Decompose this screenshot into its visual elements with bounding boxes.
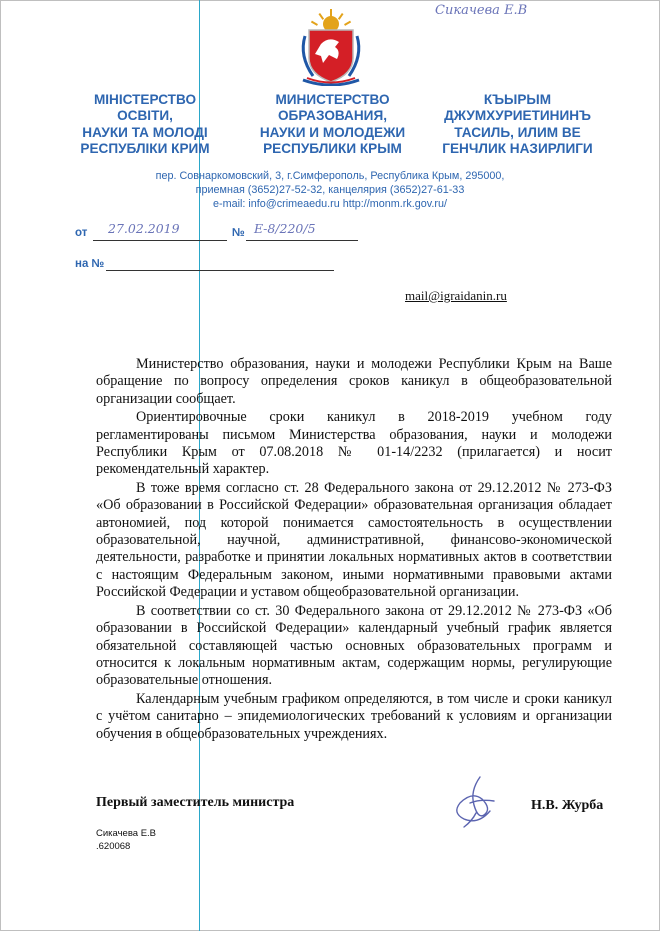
org-line: РЕСПУБЛІКИ КРИМ [80,140,210,156]
body-paragraph: В соответствии со ст. 30 Федерального закона от 29.12.2012 № 273-ФЗ «Об образовании в Российской Федерации» календарный учебный график является обязательной составляющей частью основных образовательных программ и относится к локальным нормативным актам, содержащим нормы, регулирующие образовательные отношения. [96,602,612,689]
body-paragraph: Министерство образования, науки и молодежи Республики Крым на Ваше обращение по вопросу определения сроков каникул в общеобразовательной организации сообщает. [96,356,612,407]
org-line: НАУКИ ТА МОЛОДІ [82,124,208,140]
body-paragraph: Ориентировочные сроки каникул в 2018-2019 учебном году регламентированы письмом Министерства образования, науки и молодежи Республики Крым от 07.08.2018 № 01-14/2232 (прилагается) и носит рекомендательный характер. [96,409,612,478]
body-paragraph: В тоже время согласно ст. 28 Федерального закона от 29.12.2012 № 273-ФЗ «Об образовании в Российской Федерации» образовательная организация обладает автономией, под которой понимается самостоятельность в осуществлении образовательной, научной, административной, финансово-экономической деятельности, разработке и принятии локальных нормативных актов в соответствии с настоящим Федеральным законом, иными нормативными правовыми актами Российской Федерации и уставом общеобразовательной организации. [96,479,612,601]
org-line: РЕСПУБЛИКИ КРЫМ [263,140,402,156]
org-name-crimean-tatar [425,92,610,157]
handwritten-note: Сикачева Е.В [435,3,528,18]
org-line: ТАСИЛЬ, ИЛИМ ВЕ [454,124,581,140]
signatory-title: Первый заместитель министра [96,795,295,810]
reference-date: 27.02.2019 [108,221,180,236]
reference-number: Е-8/220/5 [254,221,316,236]
handwritten-signature [450,773,506,831]
number-underline [246,240,358,241]
org-name-ukrainian [70,92,220,157]
executor-phone: .620068 [96,841,131,852]
contacts-line: e-mail: info@crimeaedu.ru http://monm.rk.gov.ru/ [213,198,447,210]
body-paragraph: Календарным учебным графиком определяются, в том числе и сроки каникул с учётом санитарно – эпидемиологических требований к условиям и организации обучения в общеобразовательных учреждениях. [96,690,612,742]
phone-line: приемная (3652)27-52-32, канцелярия (3652)27-61-33 [195,184,465,196]
from-label: от [75,227,88,239]
reply-to-label: на № [75,258,105,270]
org-line: КЪЫРЫМ [483,92,552,107]
date-underline [93,240,227,241]
letter-body [96,356,612,744]
org-line: МИНИСТЕРСТВО [275,92,390,107]
org-line: ГЕНЧЛИК НАЗИРЛИГИ [442,140,593,156]
org-line: ОБРАЗОВАНИЯ, [277,108,388,124]
number-label: № [232,227,245,239]
coat-of-arms-icon [295,6,367,86]
org-line: МІНІСТЕРСТВО [93,92,197,107]
recipient-email: mail@igraidanin.ru [405,288,507,303]
address-line: пер. Совнаркомовский, 3, г.Симферополь, Республика Крым, 295000, [155,170,505,182]
reply-to-underline [106,270,334,271]
signatory-name: Н.В. Журба [531,798,604,813]
executor-info [96,827,156,853]
org-line: ДЖУМХУРИЕТИНИНЪ [444,108,591,124]
org-line: ОСВІТИ, [117,108,173,124]
org-name-russian [250,92,415,157]
org-line: НАУКИ И МОЛОДЕЖИ [259,124,406,140]
executor-name: Сикачева Е.В [96,828,157,839]
